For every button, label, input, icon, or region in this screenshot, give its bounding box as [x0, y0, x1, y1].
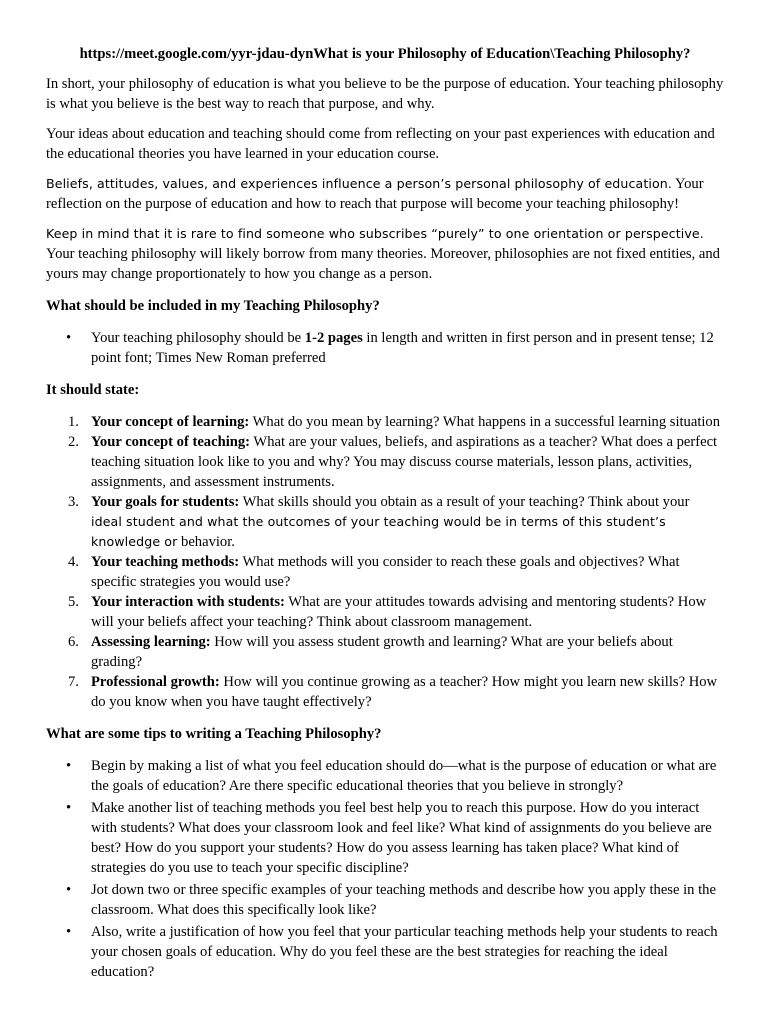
- item-text: How will you assess student growth and learning? What are your beliefs about grading?: [91, 634, 673, 670]
- item-number: 7.: [68, 674, 79, 690]
- keep-in-mind-lead: Keep in mind that it is rare to find someone who subscribes “purely” to one orientation or perspective.: [46, 226, 704, 241]
- list-item: [68, 672, 724, 712]
- item-text: What skills should you obtain as a result of your teaching? Think about your: [239, 494, 690, 510]
- state-heading: It should state:: [46, 382, 140, 398]
- beliefs-rest: Your reflection on the purpose of education and how to reach that purpose will become your teaching philosophy!: [46, 176, 704, 212]
- list-item: [66, 756, 724, 796]
- bullet-icon: •: [66, 800, 72, 816]
- list-item: [68, 412, 724, 432]
- intro-paragraph-1: In short, your philosophy of education is what you believe to be the purpose of education. Your teaching philosophy is what you believe is the best way to reach that purpose, and why.: [46, 76, 724, 112]
- item-label: Your interaction with students:: [91, 594, 285, 610]
- included-pre: Your teaching philosophy should be: [91, 330, 305, 346]
- list-item: [66, 798, 724, 878]
- item-number: 1.: [68, 414, 79, 430]
- bullet-icon: •: [66, 882, 72, 898]
- item-text: What are your attitudes towards advising and mentoring students? How will your beliefs affect your teaching? Think about classroom management.: [91, 594, 707, 630]
- item-text: What are your values, beliefs, and aspirations as a teacher? What does a perfect teaching situation look like to you and why? You may discuss course materials, lesson plans, activities, assignments, and assessment instruments.: [91, 434, 718, 490]
- item-number: 3.: [68, 494, 79, 510]
- intro-paragraph-2: Your ideas about education and teaching should come from reflecting on your past experiences with education and the educational theories you have learned in your education course.: [46, 126, 715, 162]
- tips-heading: What are some tips to writing a Teaching Philosophy?: [46, 726, 382, 742]
- item-text: What do you mean by learning? What happens in a successful learning situation: [249, 414, 721, 430]
- included-post: in length and written in first person and in present tense; 12 point font; Times New Roman preferred: [91, 330, 714, 366]
- item-label: Your goals for students:: [91, 494, 240, 510]
- state-list: [46, 412, 724, 712]
- keep-in-mind-rest: Your teaching philosophy will likely borrow from many theories. Moreover, philosophies are not fixed entities, and yours may change proportionately to how you change as a person.: [46, 246, 720, 282]
- tip-text: Make another list of teaching methods you feel best help you to reach this purpose. How do you interact with students? What does your classroom look and feel like? What kind of assignments do you believe are best? How do you support your students? How do you assess learning has taken place? What kind of strategies do you use to teach your specific discipline?: [91, 800, 712, 876]
- item-text-sans: ideal student and what the outcomes of your teaching would be in terms of this student’s knowledge or: [91, 514, 666, 549]
- tip-text: Jot down two or three specific examples of your teaching methods and describe how you apply these in the classroom. What does this specifically look like?: [91, 882, 716, 918]
- item-number: 2.: [68, 434, 79, 450]
- document-title: https://meet.google.com/yyr-jdau-dynWhat is your Philosophy of Education\Teaching Philosophy?: [79, 46, 691, 62]
- list-item: [68, 632, 724, 672]
- list-item: [68, 492, 724, 552]
- list-item: [68, 552, 724, 592]
- tip-text: Also, write a justification of how you feel that your particular teaching methods help your students to reach your chosen goals of education. Why do you feel these are the best strategies for reaching the ideal education?: [91, 924, 718, 980]
- bullet-icon: •: [66, 924, 72, 940]
- item-text: How will you continue growing as a teacher? How might you learn new skills? How do you know when you have taught effectively?: [91, 674, 718, 710]
- item-number: 6.: [68, 634, 79, 650]
- tip-text: Begin by making a list of what you feel education should do—what is the purpose of education or what are the goals of education? Are there specific educational theories that you believe in strongly?: [91, 758, 717, 794]
- item-label: Your concept of teaching:: [91, 434, 251, 450]
- list-item: [66, 880, 724, 920]
- list-item: [68, 432, 724, 492]
- beliefs-lead: Beliefs, attitudes, values, and experiences influence a person’s personal philosophy of education.: [46, 176, 672, 191]
- item-label: Your teaching methods:: [91, 554, 240, 570]
- item-label: Your concept of learning:: [91, 414, 250, 430]
- list-item: [68, 592, 724, 632]
- item-number: 4.: [68, 554, 79, 570]
- item-text: What methods will you consider to reach these goals and objectives? What specific strategies you would use?: [91, 554, 680, 590]
- item-text-tail: behavior.: [181, 534, 235, 550]
- list-item: [66, 328, 724, 368]
- item-number: 5.: [68, 594, 79, 610]
- item-label: Professional growth:: [91, 674, 220, 690]
- included-list: [46, 328, 724, 368]
- tips-list: [46, 756, 724, 982]
- included-bold: 1-2 pages: [304, 330, 363, 346]
- list-item: [66, 922, 724, 982]
- bullet-icon: •: [66, 330, 72, 346]
- keep-in-mind-paragraph: [46, 224, 724, 284]
- item-label: Assessing learning:: [91, 634, 211, 650]
- bullet-icon: •: [66, 758, 72, 774]
- included-heading: What should be included in my Teaching Philosophy?: [46, 298, 380, 314]
- beliefs-paragraph: [46, 174, 724, 214]
